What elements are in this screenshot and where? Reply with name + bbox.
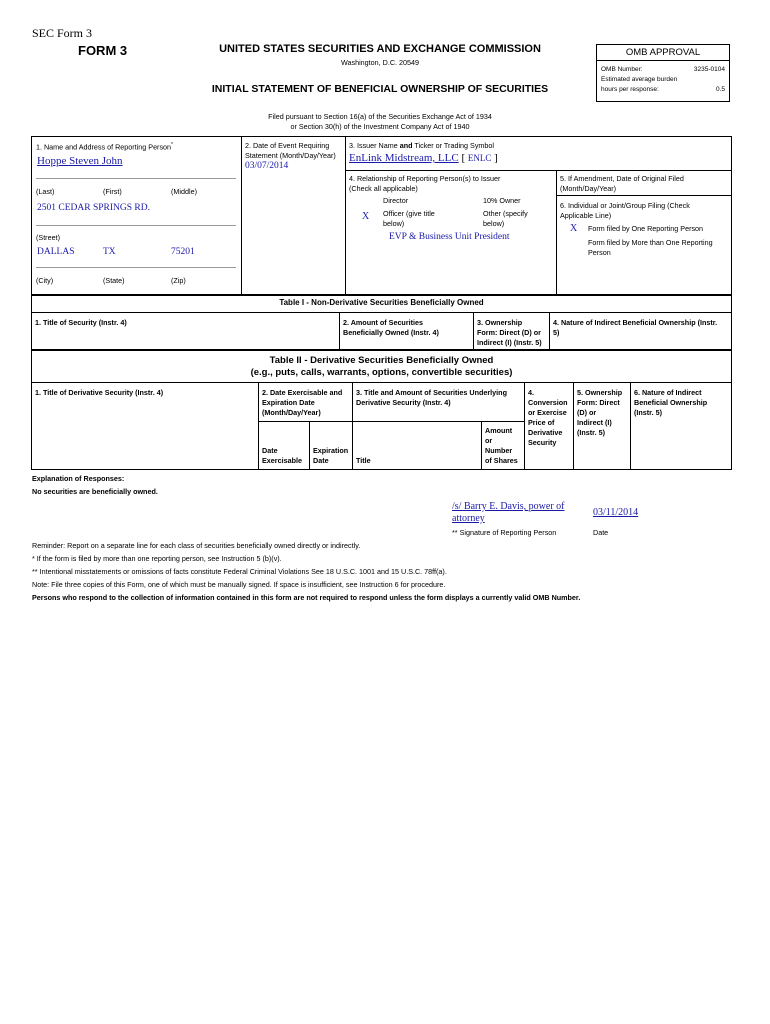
table-2-col3a: Title — [356, 456, 371, 465]
statement-title: INITIAL STATEMENT OF BENEFICIAL OWNERSHIP OF SECURITIES — [211, 83, 549, 95]
table-2-col3-line2: Derivative Security (Instr. 4) — [356, 398, 451, 407]
omb-title: OMB APPROVAL — [625, 47, 701, 58]
table-1-col3-line3: Indirect (I) (Instr. 5) — [477, 338, 542, 347]
box5-label1: 5. If Amendment, Date of Original Filed — [560, 174, 684, 183]
middle-label: (Middle) — [171, 187, 197, 196]
officer-label1: Officer (give title — [383, 209, 435, 218]
officer-title-value: EVP & Business Unit President — [389, 232, 510, 242]
state-value: TX — [103, 247, 116, 257]
table-1-col1: 1. Title of Security (Instr. 4) — [35, 318, 127, 327]
table-1-col4-line2: 5) — [553, 328, 560, 337]
table-2-title-line2: (e.g., puts, calls, warrants, options, convertible securities) — [250, 367, 513, 378]
more-person-label2: Person — [588, 248, 611, 257]
table-2-col2a-line1: Date — [262, 446, 278, 455]
ten-percent-owner-label: 10% Owner — [483, 196, 521, 205]
table-2-col4-line6: Security — [528, 438, 557, 447]
table-1-col4-line1: 4. Nature of Indirect Beneficial Ownership (Instr. — [553, 318, 718, 327]
filed-pursuant-line2: or Section 30(h) of the Investment Company Act of 1940 — [290, 122, 470, 131]
reporting-person-name[interactable]: Hoppe Steven John — [37, 155, 123, 167]
table-2-col2b-line2: Date — [313, 456, 329, 465]
table-2-col2a-line2: Exercisable — [262, 456, 302, 465]
omb-approval-box — [596, 44, 730, 102]
box1-label: 1. Name and Address of Reporting Person* — [36, 142, 173, 152]
omb-notice: Persons who respond to the collection of information contained in this form are not required to respond unless the form displays a currently valid OMB Number. — [32, 593, 581, 602]
one-person-checkmark[interactable]: X — [570, 223, 578, 234]
agency-title: UNITED STATES SECURITIES AND EXCHANGE COMMISSION — [219, 43, 541, 55]
table-2-col5-line3: (D) or — [577, 408, 597, 417]
table-2-col3b-line1: Amount — [485, 426, 513, 435]
table-2-col5-line4: Indirect (I) — [577, 418, 612, 427]
table-2-col3b-line4: of Shares — [485, 456, 518, 465]
event-date-value: 03/07/2014 — [245, 161, 289, 171]
table-1-title: Table I - Non-Derivative Securities Beneficially Owned — [279, 298, 484, 307]
zip-label: (Zip) — [171, 276, 186, 285]
table-2-col6-line1: 6. Nature of Indirect — [634, 388, 702, 397]
signature-link[interactable]: /s/ Barry E. Davis, power of attorney — [452, 501, 565, 524]
table-1-col2-line2: Beneficially Owned (Instr. 4) — [343, 328, 439, 337]
issuer-line: EnLink Midstream, LLC [ ENLC ] — [349, 152, 498, 164]
omb-number-value: 3235-0104 — [693, 66, 725, 73]
form-title: FORM 3 — [78, 43, 128, 58]
note-2: ** Intentional misstatements or omissions of facts constitute Federal Criminal Violations See 18 U.S.C. 1001 and 15 U.S.C. 78ff(a). — [32, 567, 447, 576]
table-2-col2b-line1: Expiration — [313, 446, 349, 455]
table-1-col3-line1: 3. Ownership — [477, 318, 523, 327]
first-label: (First) — [103, 187, 122, 196]
table-2-col4-line1: 4. — [528, 388, 534, 397]
box4-label2: (Check all applicable) — [349, 184, 418, 193]
table-2-title-line1: Table II - Derivative Securities Beneficially Owned — [269, 355, 494, 366]
other-label1: Other (specify — [483, 209, 528, 218]
table-1-col3-line2: Form: Direct (D) or — [477, 328, 541, 337]
table-1-col2-line1: 2. Amount of Securities — [343, 318, 424, 327]
director-label: Director — [383, 196, 409, 205]
note-3: Note: File three copies of this Form, one of which must be manually signed. If space is insufficient, see Instruction 6 for procedure. — [32, 580, 446, 589]
signature-date: 03/11/2014 — [593, 507, 639, 518]
explanation-label: Explanation of Responses: — [32, 474, 125, 483]
table-2-col3-line1: 3. Title and Amount of Securities Underlying — [356, 388, 507, 397]
officer-label2: below) — [383, 219, 405, 228]
table-2-col5-line1: 5. Ownership — [577, 388, 623, 397]
omb-burden-label: Estimated average burden — [601, 76, 678, 83]
ticker-symbol: ENLC — [467, 153, 492, 163]
street-label: (Street) — [36, 233, 60, 242]
zip-value: 75201 — [171, 247, 195, 257]
table-2-col5-line5: (Instr. 5) — [577, 428, 605, 437]
omb-hours-label: hours per response: — [601, 86, 659, 93]
table-2-col2-line3: (Month/Day/Year) — [262, 408, 321, 417]
note-1: * If the form is filed by more than one reporting person, see Instruction 5 (b)(v). — [32, 554, 282, 563]
table-2-col2-line2: Expiration Date — [262, 398, 315, 407]
reminder-text: Reminder: Report on a separate line for each class of securities beneficially owned directly or indirectly. — [32, 541, 361, 550]
table-2-col4-line2: Conversion — [528, 398, 568, 407]
box5-label2: (Month/Day/Year) — [560, 184, 617, 193]
table-2-col2-line1: 2. Date Exercisable and — [262, 388, 343, 397]
box4-label1: 4. Relationship of Reporting Person(s) to Issuer — [349, 174, 501, 183]
state-label: (State) — [103, 276, 125, 285]
more-person-label1: Form filed by More than One Reporting — [588, 238, 713, 247]
other-label2: below) — [483, 219, 505, 228]
table-2-col4-line3: or Exercise — [528, 408, 567, 417]
city-value: DALLAS — [37, 247, 75, 257]
date-label: Date — [593, 528, 609, 537]
omb-hours-value: 0.5 — [715, 86, 725, 93]
officer-checkmark[interactable]: X — [362, 211, 370, 222]
filed-pursuant-line1: Filed pursuant to Section 16(a) of the Securities Exchange Act of 1934 — [268, 112, 492, 121]
street-value: 2501 CEDAR SPRINGS RD. — [37, 203, 150, 213]
omb-number-label: OMB Number: — [601, 66, 643, 73]
table-2-col3b-line3: Number — [485, 446, 513, 455]
sec-form-label: SEC Form 3 — [32, 26, 93, 40]
table-2-col4-line4: Price of — [528, 418, 555, 427]
box2-label1: 2. Date of Event Requiring — [245, 141, 330, 150]
box2-label2: Statement (Month/Day/Year) — [245, 151, 336, 160]
table-2-col6-line2: Beneficial Ownership — [634, 398, 708, 407]
city-label: (City) — [36, 276, 54, 285]
table-2-col4-line5: Derivative — [528, 428, 563, 437]
agency-location: Washington, D.C. 20549 — [340, 58, 420, 67]
signature-label: ** Signature of Reporting Person — [452, 528, 557, 537]
last-label: (Last) — [36, 187, 55, 196]
table-2-col5-line2: Form: Direct — [577, 398, 620, 407]
box3-label: 3. Issuer Name and Ticker or Trading Symbol — [349, 141, 495, 150]
table-2-col6-line3: (Instr. 5) — [634, 408, 662, 417]
one-person-label: Form filed by One Reporting Person — [588, 224, 704, 233]
table-2-col3b-line2: or — [485, 436, 493, 445]
box6-label1: 6. Individual or Joint/Group Filing (Check — [560, 201, 690, 210]
table-2-col1: 1. Title of Derivative Security (Instr. 4) — [35, 388, 164, 397]
issuer-name-link[interactable]: EnLink Midstream, LLC — [349, 152, 459, 164]
box6-label2: Applicable Line) — [560, 211, 612, 220]
explanation-text: No securities are beneficially owned. — [32, 487, 158, 496]
